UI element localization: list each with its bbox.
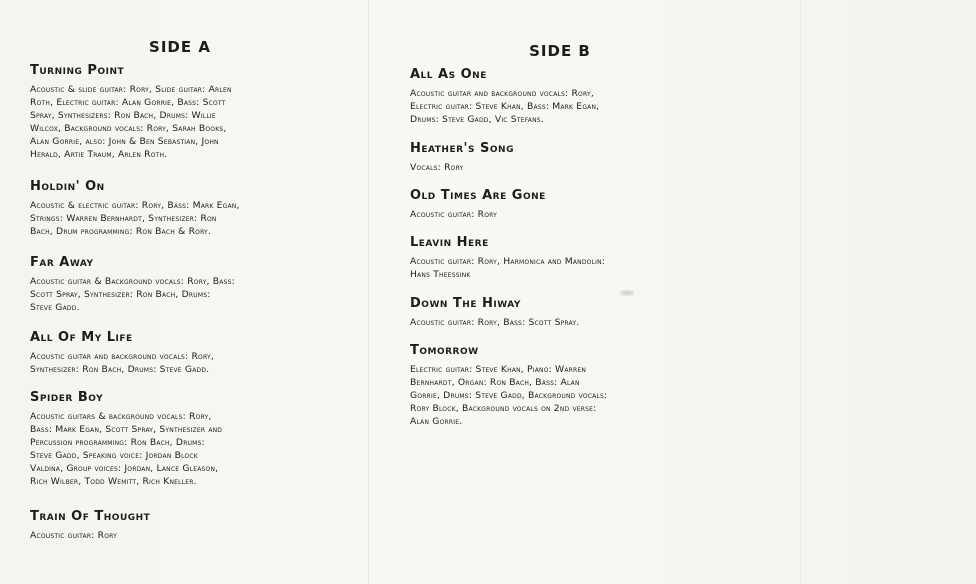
track-title: Old Times Are Gone	[410, 188, 546, 203]
track-title: Train Of Thought	[30, 509, 151, 524]
track-credits: Acoustic guitar and background vocals: Rory, Synthesizer: Ron Bach, Drums: Steve Gadd.	[30, 351, 214, 375]
track-credits: Acoustic & electric guitar: Rory, Bass: Mark Egan, Strings: Warren Bernhardt, Synthesizer: Ron Bach, Drum programming: Ron Bach & Rory.	[30, 200, 240, 237]
track-credits: Vocals: Rory	[410, 162, 464, 173]
track-title: Far Away	[30, 255, 94, 270]
track-credits: Acoustic guitars & background vocals: Rory, Bass: Mark Egan, Scott Spray, Synthesizer and Percussion programming: Ron Bach, Drums: Steve Gadd, Speaking voice: Jordan Block Valdina, Group voices: Jordan, Lance Gleason, Rich Wilber, Todd Wemitt, Rich Kneller.	[30, 411, 223, 487]
side-a-title: SIDE A	[149, 38, 211, 56]
track-title: Spider Boy	[30, 390, 104, 405]
track-title: All Of My Life	[30, 330, 133, 345]
track-credits: Acoustic & slide guitar: Rory, Slide guitar: Arlen Roth, Electric guitar: Alan Gorrie, Bass: Scott Spray, Synthesizers: Ron Bach, Drums: Willie Wilcox, Background vocals: Rory, Sarah Books, Alan Gorrie, also: John & Ben Sebastian, John Herald, Artie Traum, Arlen Roth.	[30, 84, 232, 160]
track-credits: Acoustic guitar and background vocals: Rory, Electric guitar: Steve Khan, Bass: Mark Egan, Drums: Steve Gadd, Vic Stefans.	[410, 88, 600, 125]
track-down-the-hiway	[410, 296, 740, 329]
track-credits: Acoustic guitar & Background vocals: Rory, Bass: Scott Spray, Synthesizer: Ron Bach, Drums: Steve Gadd.	[30, 276, 235, 313]
track-heathers-song	[410, 141, 740, 174]
track-old-times-are-gone	[410, 188, 740, 221]
track-credits: Acoustic guitar: Rory	[410, 209, 497, 220]
track-spider-boy	[30, 390, 360, 488]
track-credits: Acoustic guitar: Rory, Bass: Scott Spray.	[410, 317, 580, 328]
track-all-as-one	[410, 67, 740, 126]
track-all-of-my-life	[30, 330, 360, 376]
track-title: Leavin Here	[410, 235, 489, 250]
track-credits: Acoustic guitar: Rory, Harmonica and Mandolin: Hans Theessink	[410, 256, 606, 280]
track-turning-point	[30, 63, 360, 161]
side-b-title: SIDE B	[529, 42, 591, 60]
track-holdin-on	[30, 179, 360, 238]
track-train-of-thought	[30, 509, 360, 542]
track-tomorrow	[410, 343, 740, 428]
track-credits: Electric guitar: Steve Khan, Piano: Warren Bernhardt, Organ: Ron Bach, Bass: Alan Gorrie, Drums: Steve Gadd, Background vocals: Rory Block, Background vocals on 2nd verse: Alan Gorrie.	[410, 364, 608, 427]
panel-fold-line	[800, 0, 801, 584]
track-credits: Acoustic guitar: Rory	[30, 530, 117, 541]
track-title: Heather's Song	[410, 141, 514, 156]
track-title: Holdin' On	[30, 179, 105, 194]
panel-fold-line	[368, 0, 369, 584]
track-title: All As One	[410, 67, 487, 82]
track-title: Down The Hiway	[410, 296, 521, 311]
track-leavin-here	[410, 235, 740, 281]
track-title: Tomorrow	[410, 343, 479, 358]
track-title: Turning Point	[30, 63, 125, 78]
track-far-away	[30, 255, 360, 314]
